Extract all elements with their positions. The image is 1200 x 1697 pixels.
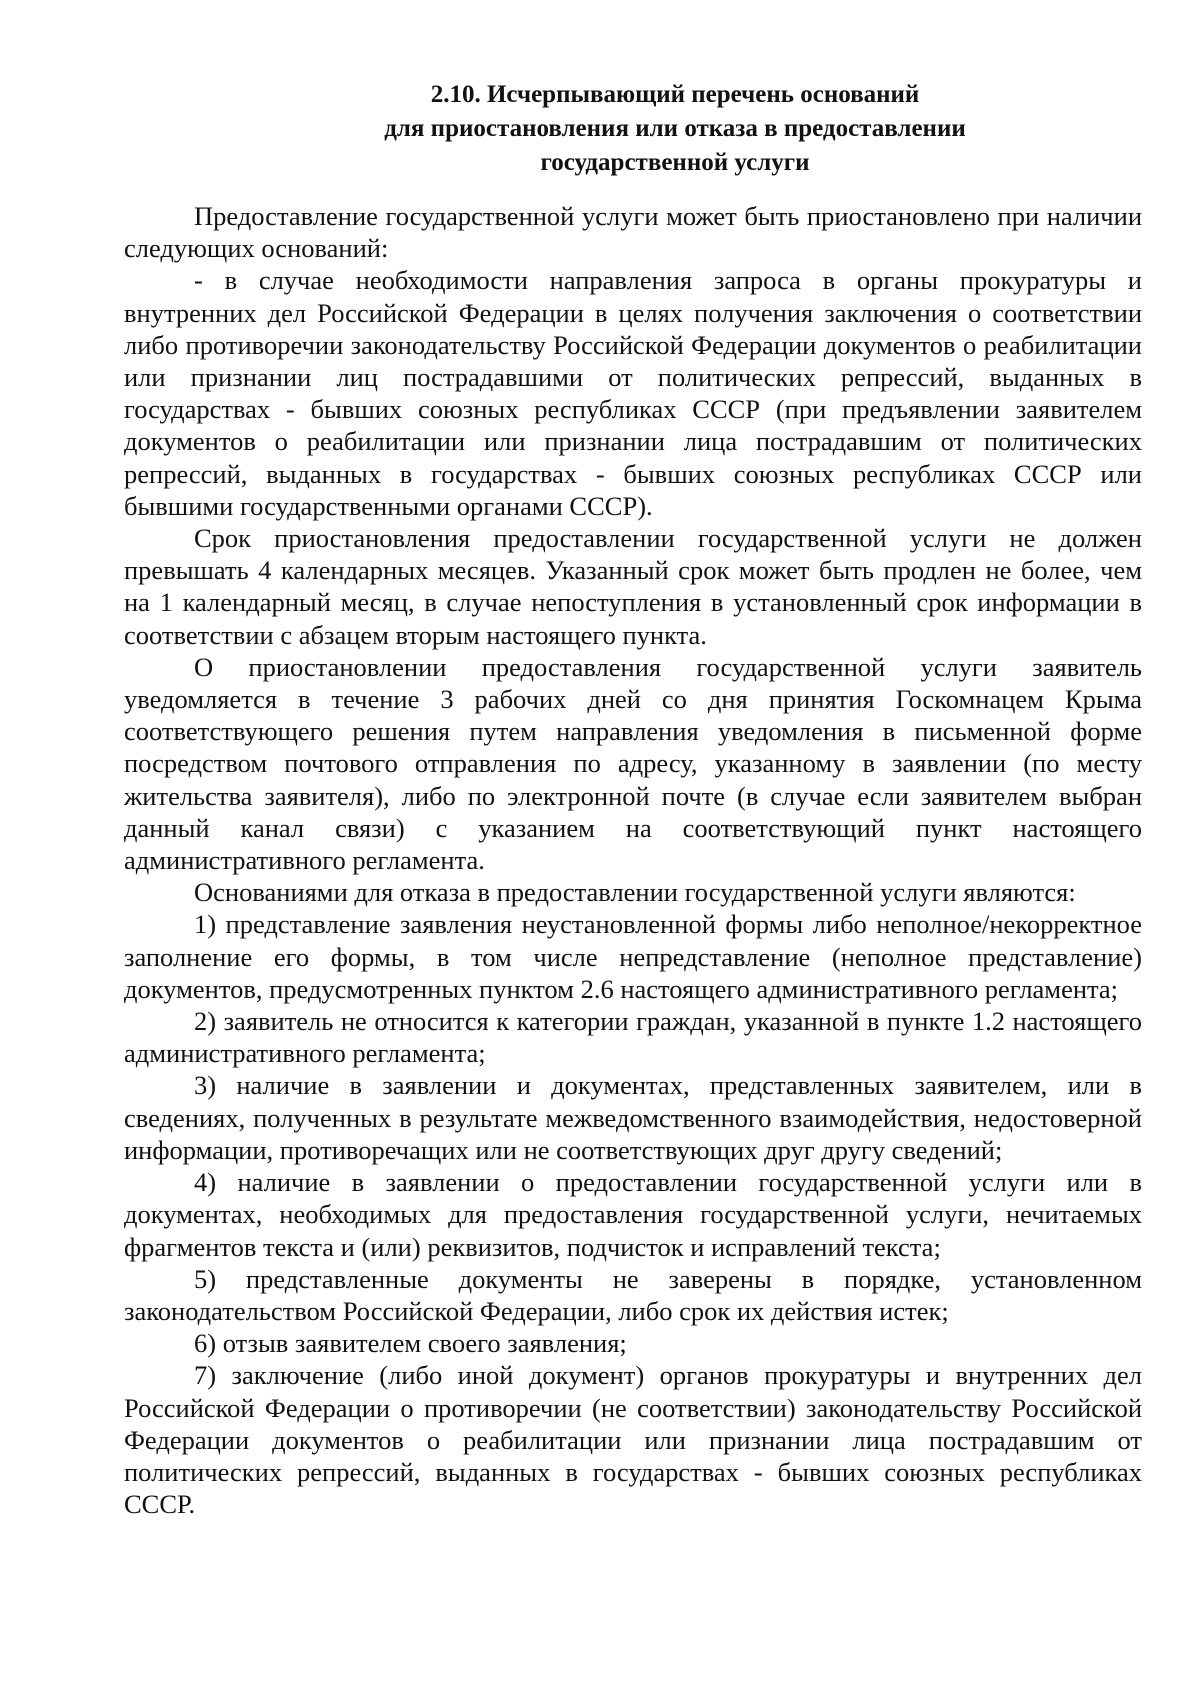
refusal-ground-7: 7) заключение (либо иной документ) органов прокуратуры и внутренних дел Российской Федерации о противоречии (не соответствии) законодательству Российской Федерации документов о реабилитации или признании лица пострадавшим от политических репрессий, выданных в государствах - бывших союзных республиках СССР.: [124, 1360, 1142, 1520]
paragraph-suspension-ground: - в случае необходимости направления запроса в органы прокуратуры и внутренних дел Российской Федерации в целях получения заключения о соответствии либо противоречии законодательству Российской Федерации документов о реабилитации или признании лиц пострадавшими от политических репрессий, выданных в государствах - бывших союзных республиках СССР (при предъявлении заявителем документов о реабилитации или признании лица пострадавшим от политических репрессий, выданных в государствах - бывших союзных республиках СССР или бывшими государственными органами СССР).: [124, 265, 1142, 521]
refusal-ground-2: 2) заявитель не относится к категории граждан, указанной в пункте 1.2 настоящего административного регламента;: [124, 1006, 1142, 1069]
document-body: [124, 200, 1142, 1520]
refusal-ground-1: 1) представление заявления неустановленной формы либо неполное/некорректное заполнение его формы, в том числе непредставление (неполное представление) документов, предусмотренных пунктом 2.6 настоящего административного регламента;: [124, 909, 1142, 1004]
heading-line-3: государственной услуги: [540, 149, 810, 176]
section-heading: [120, 78, 1200, 180]
refusal-ground-3: 3) наличие в заявлении и документах, представленных заявителем, или в сведениях, полученных в результате межведомственного взаимодействия, недостоверной информации, противоречащих или не соответствующих друг другу сведений;: [124, 1070, 1142, 1165]
paragraph-suspension-notice: О приостановлении предоставления государственной услуги заявитель уведомляется в течение 3 рабочих дней со дня принятия Госкомнацем Крыма соответствующего решения путем направления уведомления в письменной форме посредством почтового отправления по адресу, указанному в заявлении (по месту жительства заявителя), либо по электронной почте (в случае если заявителем выбран данный канал связи) с указанием на соответствующий пункт настоящего административного регламента.: [124, 651, 1142, 876]
refusal-ground-5: 5) представленные документы не заверены в порядке, установленном законодательством Российской Федерации, либо срок их действия истек;: [124, 1263, 1142, 1326]
heading-line-2: для приостановления или отказа в предоставлении: [384, 115, 966, 142]
refusal-ground-6: 6) отзыв заявителем своего заявления;: [194, 1328, 627, 1359]
paragraph-refusal-intro: Основаниями для отказа в предоставлении государственной услуги являются:: [194, 877, 1076, 908]
heading-line-1: 2.10. Исчерпывающий перечень оснований: [430, 81, 920, 108]
paragraph-suspension-intro: Предоставление государственной услуги может быть приостановлено при наличии следующих оснований:: [124, 201, 1142, 264]
refusal-ground-4: 4) наличие в заявлении о предоставлении государственной услуги или в документах, необходимых для предоставления государственной услуги, нечитаемых фрагментов текста и (или) реквизитов, подчисток и исправлений текста;: [124, 1167, 1142, 1262]
paragraph-suspension-term: Срок приостановления предоставлении государственной услуги не должен превышать 4 календарных месяцев. Указанный срок может быть продлен не более, чем на 1 календарный месяц, в случае непоступления в установленный срок информации в соответствии с абзацем вторым настоящего пункта.: [124, 523, 1142, 650]
